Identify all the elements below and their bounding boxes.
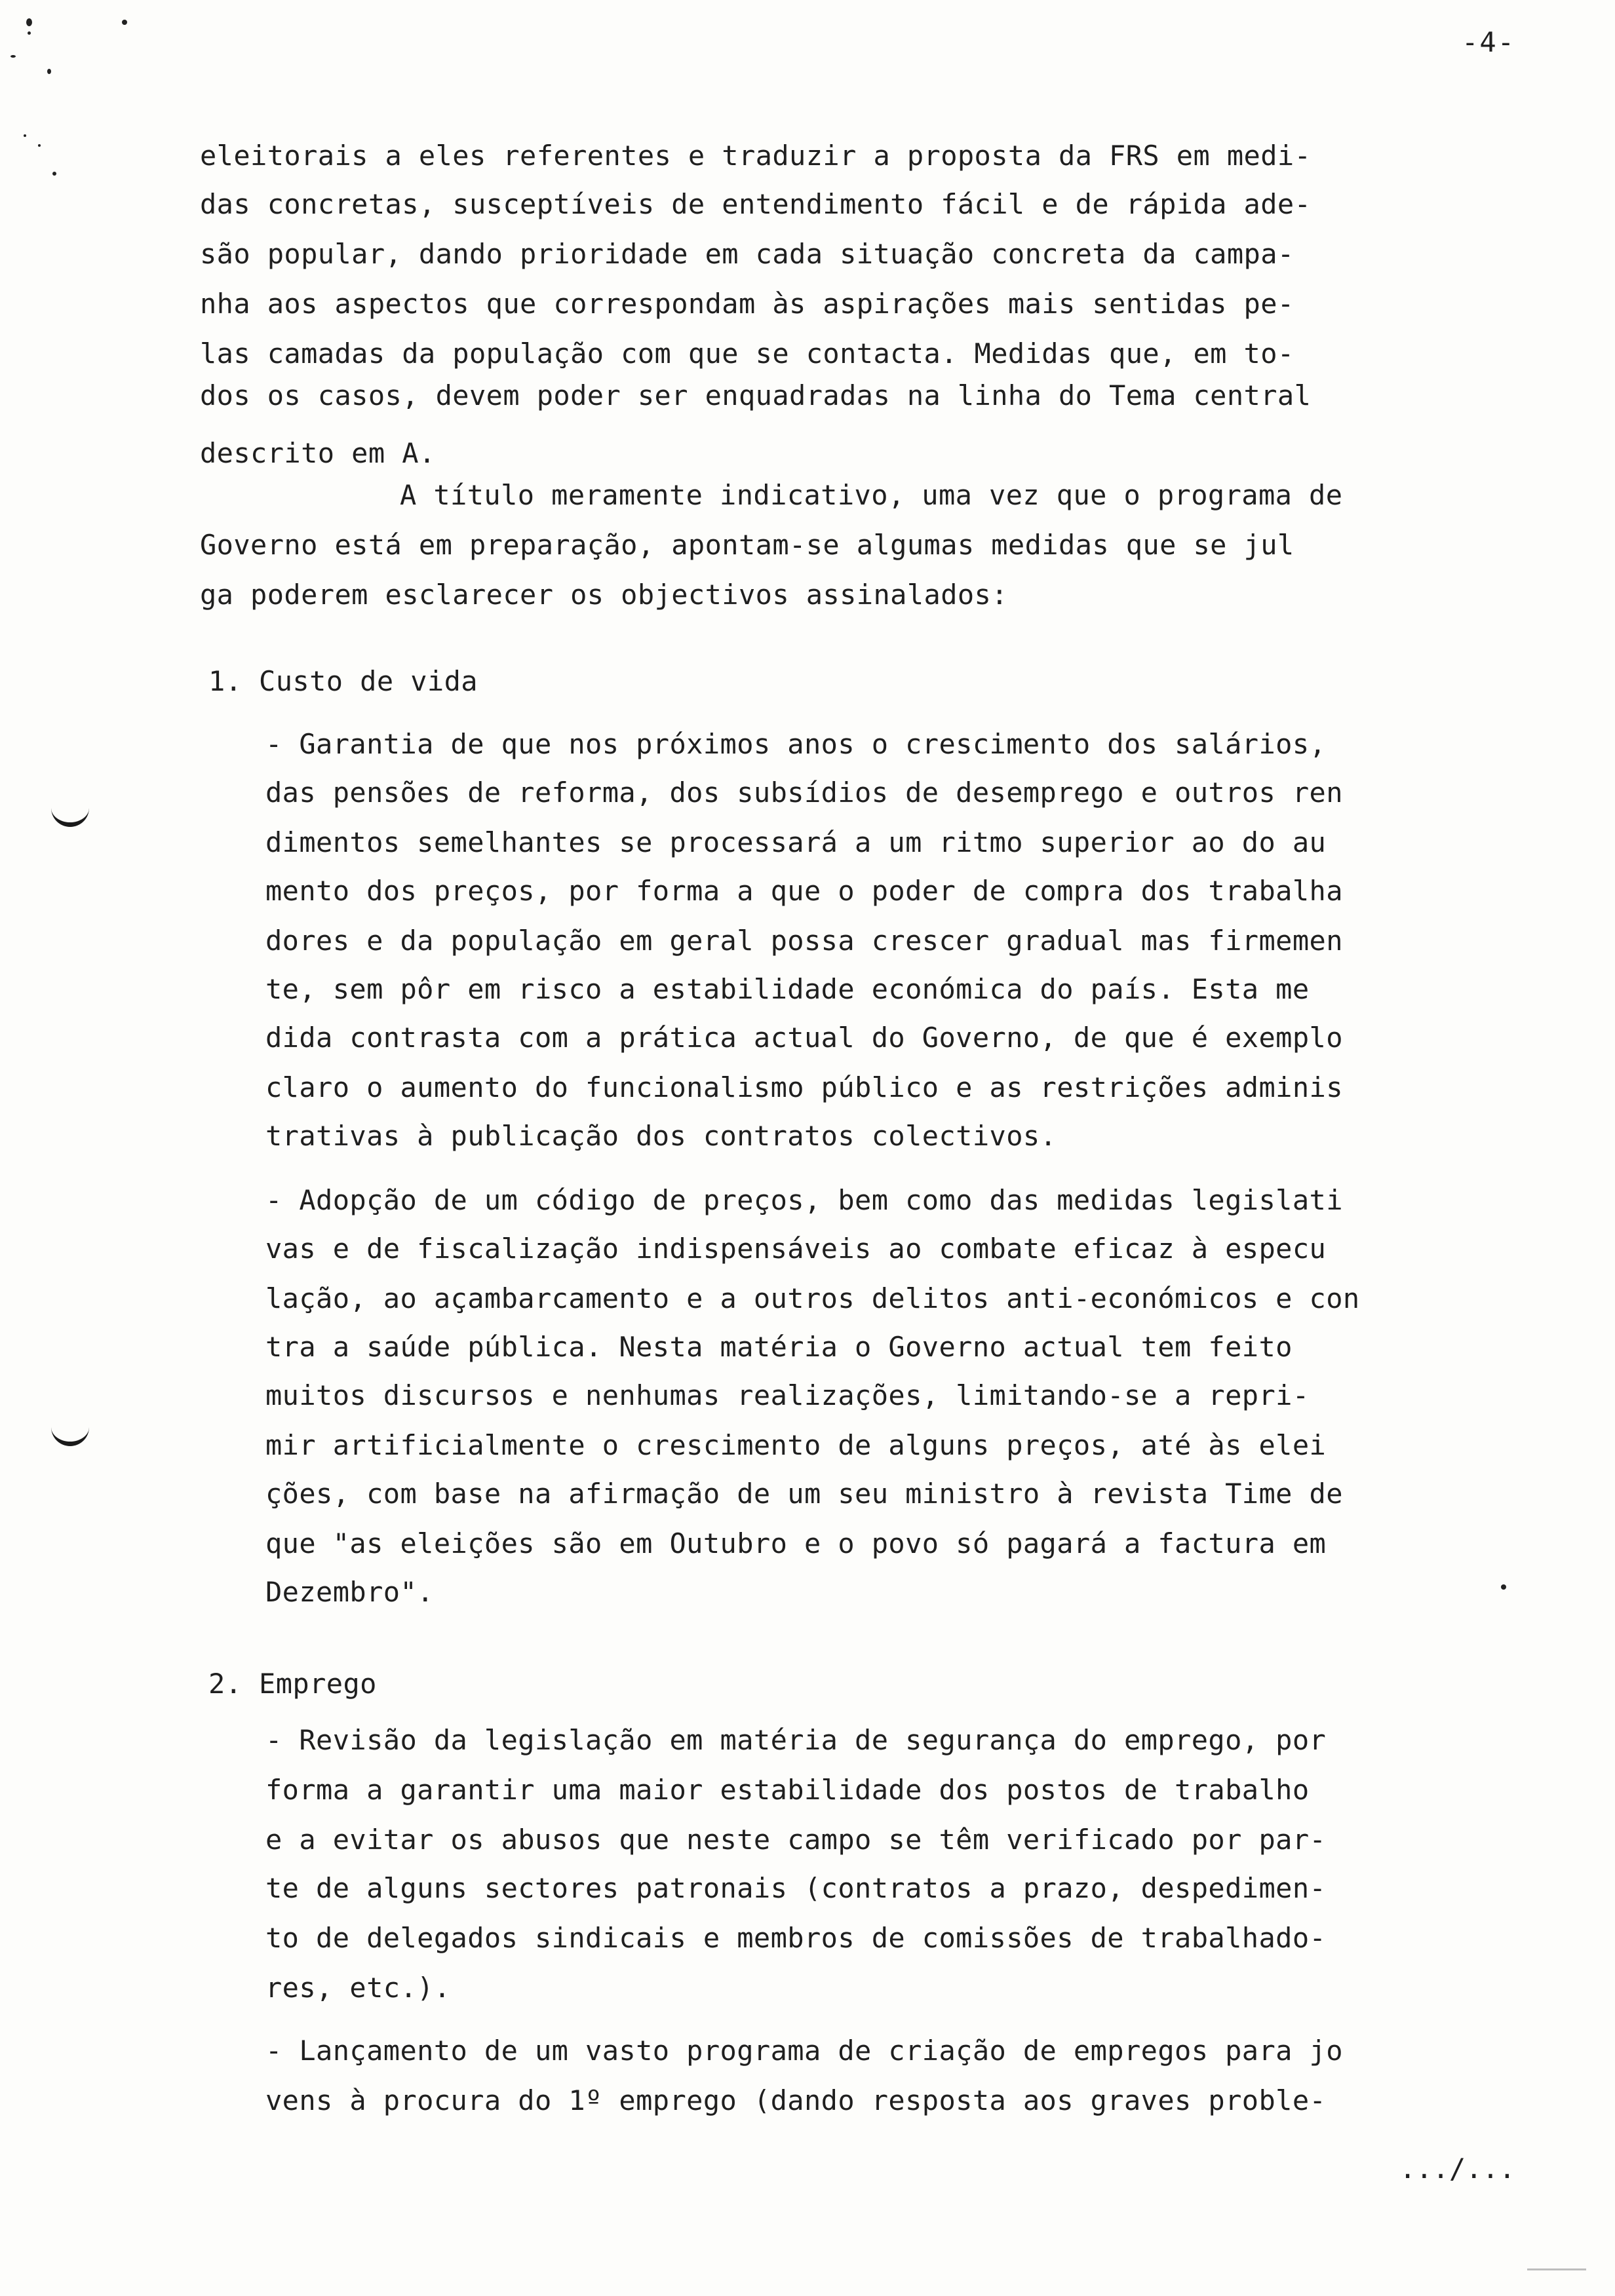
scan-speck bbox=[47, 69, 51, 74]
text-line: eleitorais a eles referentes e traduzir a proposta da FRS em medi- bbox=[200, 140, 1312, 172]
scan-speck bbox=[122, 20, 127, 25]
text-line: lação, ao açambarcamento e a outros delitos anti-económicos e con bbox=[265, 1282, 1360, 1314]
text-line: e a evitar os abusos que neste campo se têm verificado por par- bbox=[265, 1824, 1327, 1856]
margin-mark bbox=[51, 1422, 89, 1446]
text-line: Governo está em preparação, apontam-se algumas medidas que se jul bbox=[200, 529, 1294, 561]
text-line: tra a saúde pública. Nesta matéria o Governo actual tem feito bbox=[265, 1331, 1293, 1363]
scan-speck bbox=[38, 144, 41, 147]
scan-speck bbox=[28, 31, 31, 35]
page-number: -4- bbox=[1462, 26, 1515, 58]
text-line: - Revisão da legislação em matéria de segurança do emprego, por bbox=[265, 1724, 1327, 1756]
text-line: que "as eleições são em Outubro e o povo só pagará a factura em bbox=[265, 1527, 1327, 1559]
scan-speck bbox=[10, 55, 16, 58]
text-line: dores e da população em geral possa crescer gradual mas firmemen bbox=[265, 925, 1343, 957]
text-line: to de delegados sindicais e membros de comissões de trabalhado- bbox=[265, 1922, 1327, 1954]
text-line: res, etc.). bbox=[265, 1972, 451, 2004]
text-line: te, sem pôr em risco a estabilidade económica do país. Esta me bbox=[265, 973, 1310, 1005]
text-line: trativas à publicação dos contratos colectivos. bbox=[265, 1120, 1057, 1152]
text-line: vens à procura do 1º emprego (dando resposta aos graves proble- bbox=[265, 2084, 1327, 2116]
text-line: - Lançamento de um vasto programa de criação de empregos para jo bbox=[265, 2035, 1343, 2067]
text-line: te de alguns sectores patronais (contratos a prazo, despedimen- bbox=[265, 1872, 1327, 1904]
text-line: dida contrasta com a prática actual do Governo, de que é exemplo bbox=[265, 1022, 1343, 1054]
scan-edge-mark bbox=[1527, 2268, 1586, 2270]
text-line: ga poderem esclarecer os objectivos assinalados: bbox=[200, 579, 1008, 611]
text-line: Dezembro". bbox=[265, 1576, 434, 1608]
text-line: nha aos aspectos que correspondam às aspirações mais sentidas pe- bbox=[200, 288, 1294, 320]
text-line: forma a garantir uma maior estabilidade dos postos de trabalho bbox=[265, 1774, 1310, 1806]
text-line: muitos discursos e nenhumas realizações, limitando-se a repri- bbox=[265, 1379, 1310, 1411]
margin-mark bbox=[51, 803, 89, 827]
text-line: vas e de fiscalização indispensáveis ao combate eficaz à especu bbox=[265, 1233, 1327, 1265]
continuation-mark: .../... bbox=[1399, 2152, 1515, 2185]
scan-speck bbox=[26, 18, 32, 26]
text-line: las camadas da população com que se contacta. Medidas que, em to- bbox=[200, 337, 1294, 370]
text-line: A título meramente indicativo, uma vez que o programa de bbox=[400, 479, 1343, 511]
text-line: mir artificialmente o crescimento de alguns preços, até às elei bbox=[265, 1429, 1327, 1461]
text-line: claro o aumento do funcionalismo público e as restrições adminis bbox=[265, 1071, 1343, 1103]
text-line: ções, com base na afirmação de um seu ministro à revista Time de bbox=[265, 1478, 1343, 1510]
section-heading: 2. Emprego bbox=[208, 1668, 377, 1700]
scan-speck bbox=[24, 134, 26, 137]
scan-speck bbox=[52, 172, 56, 176]
text-line: - Adopção de um código de preços, bem como das medidas legislati bbox=[265, 1184, 1343, 1216]
text-line: mento dos preços, por forma a que o poder de compra dos trabalha bbox=[265, 875, 1343, 907]
text-line: - Garantia de que nos próximos anos o crescimento dos salários, bbox=[265, 728, 1327, 760]
text-line: descrito em A. bbox=[200, 437, 436, 469]
section-heading: 1. Custo de vida bbox=[208, 665, 478, 697]
scan-speck bbox=[1501, 1584, 1506, 1590]
text-line: das concretas, susceptíveis de entendimento fácil e de rápida ade- bbox=[200, 188, 1312, 220]
text-line: dos os casos, devem poder ser enquadradas na linha do Tema central bbox=[200, 379, 1312, 411]
text-line: das pensões de reforma, dos subsídios de desemprego e outros ren bbox=[265, 776, 1343, 809]
text-line: dimentos semelhantes se processará a um ritmo superior ao do au bbox=[265, 826, 1327, 858]
text-line: são popular, dando prioridade em cada situação concreta da campa- bbox=[200, 238, 1294, 270]
